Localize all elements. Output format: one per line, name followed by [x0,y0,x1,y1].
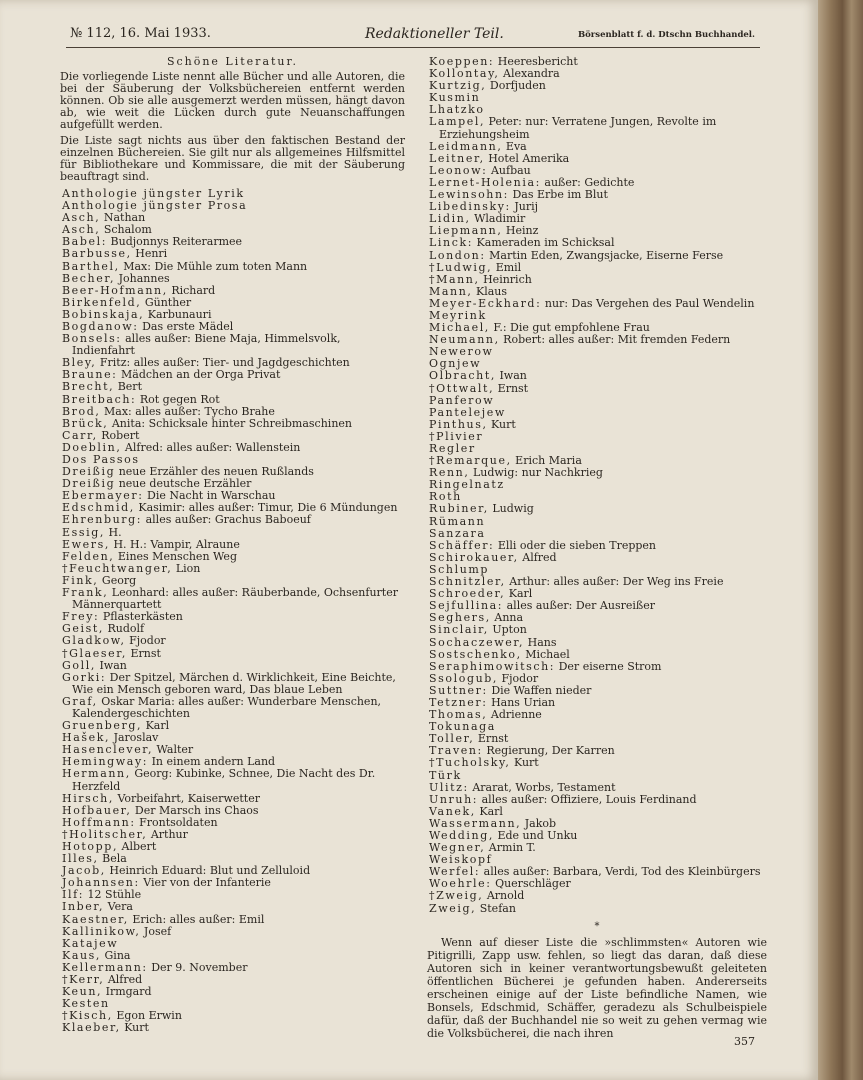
author-name: Seraphimowitsch: [429,659,556,673]
work-titles: Klaus [472,284,508,298]
author-entry [60,696,405,720]
work-titles: Martin Eden, Zwangsjacke, Eiserne Ferse [485,248,724,262]
author-name: Klaeber, [62,1021,121,1035]
author-entry [427,479,767,491]
author-name: Tetzner: [429,695,488,709]
work-titles: Georg: Kubinke, Schnee, Die Nacht des Dr. Herzfeld [72,767,376,793]
author-name: †Kisch, [62,1009,113,1023]
work-titles: alles außer: Barbara, Verdi, Tod des Kleinbürgers [480,865,761,879]
author-name: Regler [429,442,476,455]
intro-paragraph: Die Liste sagt nichts aus über den faktischen Bestand der einzelnen Büchereien. Sie gilt nur als allgemeines Hilfsmittel für Bibliothekare und Kommissare, die mit der Säuberung beauftragt sind. [60,133,405,183]
author-name: Johannsen: [62,876,140,890]
author-name: †Zweig, [429,889,484,903]
work-titles: Kurt [120,1021,149,1035]
author-name: Ssologub, [429,671,499,685]
author-name: Fink, [62,573,99,587]
work-titles: Josef [140,924,172,938]
author-name: Gladkow, [62,634,126,648]
author-name: Graf, [62,694,98,708]
work-titles: Erich: alles außer: Emil [128,912,265,926]
author-name: Vanek, [429,804,476,818]
author-name: Hoffmann: [62,815,136,829]
work-titles: Kurt [510,756,539,770]
work-titles: Leonhard: alles außer: Räuberbande, Ochsenfurter Männerquartett [72,586,398,612]
author-name: Lewinsohn: [429,188,509,202]
work-titles: Johannes [115,271,170,285]
work-titles: Arthur [147,827,188,841]
author-entry [427,431,767,443]
work-titles: Kasimir: alles außer: Timur, Die 6 Mündungen [134,501,398,515]
author-name: Ilf: [62,888,85,902]
author-name: Katajew [62,936,119,950]
work-titles: Alfred: alles außer: Wallenstein [121,440,301,454]
work-titles: Upton [488,623,527,637]
work-titles: Max: Die Mühle zum toten Mann [119,259,308,273]
work-titles: alles außer: Offiziere, Louis Ferdinand [478,792,697,806]
work-titles: Max: alles außer: Tycho Brahe [100,404,275,418]
author-name: Koeppen: [429,55,495,68]
author-name: Libedinsky: [429,200,511,214]
author-name: Ognjew [429,357,482,371]
author-name: Hasenclever, [62,743,154,757]
author-name: †Glaeser, [62,646,127,660]
author-name: Meyer-Eckhard: [429,296,542,310]
author-name: Gruenberg, [62,719,143,733]
work-titles: Karl [505,587,533,601]
author-name: †Kerr, [62,973,105,987]
work-titles: Peter: nur: Verratene Jungen, Revolte im Erziehungsheim [439,115,717,141]
author-name: Kollontay, [429,67,500,81]
author-name: Felden, [62,549,115,563]
work-titles: Iwan [495,369,527,383]
work-titles: Die Waffen nieder [487,683,592,697]
work-titles: Rudolf [103,622,145,636]
work-titles: 12 Stühle [84,888,142,902]
work-titles: nur: Das Vergehen des Paul Wendelin [541,296,755,310]
work-titles: Dorfjuden [486,79,546,93]
author-name: Leidmann, [429,139,503,153]
author-name: Schäffer: [429,538,495,552]
work-titles: Arnold [483,889,525,903]
author-name: Inber, [62,900,105,914]
work-titles: Frontsoldaten [135,815,218,829]
work-titles: Vorbeifahrt, Kaiserwetter [113,791,260,805]
work-titles: neue deutsche Erzähler [115,477,252,491]
work-titles: Aufbau [487,163,531,177]
work-titles: Schalom [100,223,152,237]
work-titles: Oskar Maria: alles außer: Wunderbare Menschen, Kalendergeschichten [72,694,382,720]
work-titles: Karbunauri [144,307,212,321]
issue-date: № 112, 16. Mai 1933. [70,26,211,41]
author-name: Pantelejew [429,405,506,419]
work-titles: Querschläger [491,877,571,891]
work-titles: Eines Menschen Weg [114,549,237,563]
author-name: Roth [429,490,462,504]
author-name: †Feuchtwanger, [62,561,173,575]
work-titles: Ernst [474,732,509,746]
page-number: 357 [734,1034,755,1048]
author-name: Babel: [62,235,108,249]
work-titles: Albert [118,840,157,853]
author-name: Kaus, [62,948,102,962]
author-name: Hemingway: [62,755,149,769]
work-titles: Alfred [104,973,143,987]
closing-paragraph: Wenn auf dieser Liste die »schlimmsten« Autoren wie Pitigrilli, Zapp usw. fehlen, so liegt das daran, daß diese Autoren sich in keiner verantwortungsbewußt geleiteten öffentlichen Bücherei je gefunden haben. Andererseits erscheinen einige auf der Liste befindliche Namen, wie Bonsels, Edschmid, Schäffer, geradezu als Schulbeispiele dafür, daß der Buchhandel nie so weit zu gehen vermag wie die Volksbücherei, die nach ihren [427,935,767,1040]
author-name: Werfel: [429,865,481,879]
author-name: Dos Passos [62,453,140,466]
work-titles: Regierung, Der Karren [482,744,615,758]
book-spine [817,0,863,1080]
author-entry [60,1022,405,1034]
work-titles: Jurij [510,200,539,214]
author-name: Rümann [429,514,486,528]
author-name: Tokunaga [429,720,496,734]
author-name: Jacob, [62,864,106,878]
separator-asterisk: * [594,920,600,932]
author-entry [427,116,767,140]
author-name: Barbusse, [62,247,132,261]
work-titles: Fjodor [125,634,166,648]
author-name: Kesten [62,997,110,1011]
work-titles: Robert: alles außer: Mit fremden Federn [499,333,731,347]
author-name: Leitner, [429,151,485,165]
work-titles: Michael [521,647,570,661]
work-titles: Günther [141,295,192,309]
author-name: Edschmid, [62,501,135,515]
work-titles: Hans [524,635,557,649]
author-name: Sanzara [429,526,486,540]
work-titles: F.: Die gut empfohlene Frau [489,321,650,335]
work-titles: Der Marsch ins Chaos [131,803,259,817]
author-name: Thomas, [429,708,488,722]
journal-title: Börsenblatt f. d. Dtschn Buchhandel. [577,30,755,40]
author-name: Goll, [62,658,96,672]
author-name: †Mann, [429,272,480,286]
work-titles: Der Spitzel, Märchen d. Wirklichkeit, Eine Beichte, Wie ein Mensch geboren ward, Das blaue Leben [72,670,396,696]
author-name: Frank, [62,586,109,600]
work-titles: außer: Gedichte [540,175,635,189]
author-name: Lernet-Holenia: [429,175,541,189]
author-name: Wedding, [429,829,494,842]
work-titles: Heinrich Eduard: Blut und Zelluloid [105,864,311,878]
work-titles: Der 9. November [147,960,248,974]
work-titles: Ararat, Worbs, Testament [468,780,616,794]
work-titles: Erich Maria [511,454,582,468]
author-entry [60,587,405,611]
author-name: Ebermayer: [62,489,144,503]
author-name: Sostschenko, [429,647,522,661]
work-titles: Robert [97,428,140,442]
author-entry [60,672,405,696]
work-titles: Armin T. [485,841,536,855]
work-titles: Kameraden im Schicksal [473,236,615,250]
work-titles: Ludwig: nur Nachkrieg [469,466,603,480]
author-name: Beer-Hofmann, [62,283,168,297]
work-titles: Das erste Mädel [138,319,234,333]
work-titles: Nathan [100,211,146,225]
author-name: Lampel, [429,115,486,129]
work-titles: Ludwig [488,502,534,516]
author-name: Brecht, [62,380,115,394]
author-name: Geist, [62,622,104,636]
header-rule [66,47,760,48]
author-name: Dreißig [62,477,116,491]
author-name: Ringelnatz [429,478,505,492]
work-titles: Lion [172,561,201,575]
author-name: Frey: [62,610,100,624]
author-name: Michael, [429,321,490,335]
author-name: Mann, [429,284,473,298]
author-name: Becher, [62,271,116,285]
author-name: Sochaczewer, [429,635,525,649]
author-name: Brück, [62,416,109,430]
author-name: Bobinskaja, [62,307,145,321]
author-name: †Holitscher, [62,827,148,841]
author-name: Asch, [62,223,101,237]
work-titles: Hotel Amerika [484,151,570,165]
work-titles: Fjodor [498,671,539,685]
work-titles: Budjonnys Reiterarmee [107,235,243,249]
author-name: Linck: [429,236,474,250]
work-titles: Pflasterkästen [99,610,183,624]
author-name: Leonow: [429,163,488,177]
author-name: Hirsch, [62,791,114,805]
work-titles: Die Nacht in Warschau [143,489,276,503]
author-name: Hotopp, [62,840,119,853]
author-name: †Ottwalt, [429,381,495,395]
work-titles: Jakob [521,816,557,830]
work-titles: Richard [167,283,216,297]
author-name: Doeblin, [62,440,122,454]
author-name: Anthologie jüngster Lyrik [62,186,245,200]
work-titles: Das Erbe im Blut [508,188,608,202]
work-titles: Walter [153,743,194,757]
work-titles: Ernst [494,381,529,395]
author-name: Sejfullina: [429,599,504,613]
work-titles: neue Erzähler des neuen Rußlands [115,465,314,479]
author-name: Lhatzko [429,103,485,117]
author-name: Ehrenburg: [62,513,143,527]
author-name: Schnitzler, [429,575,506,589]
work-titles: Anita: Schicksale hinter Schreibmaschinen [108,416,352,430]
author-name: Bogdanow: [62,319,139,333]
work-titles: Karl [142,719,170,733]
author-name: Dreißig [62,465,116,479]
work-titles: Henri [131,247,168,261]
right-column [427,56,767,1048]
author-name: Schirokauer, [429,550,519,564]
work-titles: Ede und Unku [493,829,578,842]
author-name: Meyrink [429,308,487,322]
author-name: Hermann, [62,767,131,781]
author-name: Keun, [62,985,103,999]
author-name: Pinthus, [429,417,488,431]
work-titles: Emil [492,260,522,274]
author-name: Traven: [429,744,483,758]
author-name: Kusmin [429,91,481,105]
author-name: Hofbauer, [62,803,132,817]
author-name: Olbracht, [429,369,496,383]
work-titles: Fritz: alles außer: Tier- und Jagdgeschichten [96,356,350,370]
author-name: Seghers, [429,611,491,625]
author-name: Essig, [62,525,105,539]
author-name: Suttner: [429,683,488,697]
author-name: Bley, [62,356,97,370]
author-name: Gorki: [62,670,107,684]
author-name: Renn, [429,466,470,480]
author-name: Ewers, [62,537,110,551]
author-name: Illes, [62,852,99,866]
work-titles: Stefan [476,901,516,915]
author-name: Türk [429,768,462,782]
work-titles: Wladimir [470,212,526,226]
work-titles: Elli oder die sieben Treppen [494,538,657,552]
author-name: Anthologie jüngster Prosa [62,199,248,213]
work-titles: Irmgard [102,985,152,999]
author-entry [427,903,767,915]
author-name: Weiskopf [429,853,493,867]
author-name: Kurtzig, [429,79,487,93]
work-titles: H. [104,525,122,539]
work-titles: Alexandra [499,67,560,81]
intro-paragraph: Die vorliegende Liste nennt alle Bücher und alle Autoren, die bei der Säuberung der Volksbüchereien entfernt werden können. Ob sie alle ausgemerzt werden müssen, hängt davon ab, wie weit die Lücken durch gute Neuanschaffungen aufgefüllt werden. [60,70,405,132]
author-name: Schlump [429,562,490,576]
author-name: London: [429,248,486,262]
work-titles: Mädchen an der Orga Privat [117,368,281,382]
work-titles: In einem andern Land [148,755,276,769]
author-name: Zweig, [429,901,477,915]
author-name: Woehrle: [429,877,492,891]
author-list-right [427,56,767,915]
author-name: Newerow [429,345,494,359]
work-titles: Hans Urian [487,695,556,709]
work-titles: Rot gegen Rot [136,392,220,406]
work-titles: alles außer: Biene Maja, Himmelsvolk, Indienfahrt [72,332,341,358]
author-name: Kallinikow, [62,924,141,938]
author-name: Neumann, [429,333,500,347]
work-titles: Iwan [95,658,127,672]
work-titles: Gina [101,948,131,962]
author-name: Panferow [429,393,495,407]
work-titles: alles außer: Grachus Baboeuf [142,513,311,527]
author-name: Wassermann, [429,816,522,830]
author-entry [60,986,405,998]
work-titles: alles außer: Der Ausreißer [503,599,655,613]
work-titles: H. H.: Vampir, Alraune [109,537,240,551]
left-column [60,56,405,1035]
author-name: Ulitz: [429,780,469,794]
author-name: Wegner, [429,841,486,855]
author-name: †Ludwig, [429,260,493,274]
author-entry [427,757,767,769]
author-name: Carr, [62,428,98,442]
author-name: Unruh: [429,792,479,806]
page-header [70,26,755,46]
author-name: Kellermann: [62,960,148,974]
author-name: Sinclair, [429,623,489,637]
section-title: Schöne Literatur. [166,55,299,68]
author-name: Bonsels: [62,332,122,346]
author-list-left [60,188,405,1035]
author-name: Barthel, [62,259,120,273]
work-titles: Bela [98,852,127,866]
author-name: Birkenfeld, [62,295,142,309]
work-titles: Ernst [126,646,161,660]
work-titles: Der eiserne Strom [555,659,662,673]
author-name: Kaestner, [62,912,129,926]
work-titles: Kurt [487,417,516,431]
author-name: Toller, [429,732,475,746]
work-titles: Arthur: alles außer: Der Weg ins Freie [505,575,724,589]
work-titles: Heinrich [479,272,532,286]
author-entry [60,768,405,792]
author-name: Breitbach: [62,392,137,406]
work-titles: Georg [98,573,137,587]
work-titles: Heeresbericht [494,55,578,68]
work-titles: Heinz [502,224,539,238]
author-name: †Plivier [429,429,484,443]
work-titles: Adrienne [487,708,542,722]
author-name: Rubiner, [429,502,489,516]
work-titles: Bert [114,380,142,394]
work-titles: Alfred [518,550,557,564]
author-name: †Remarque, [429,454,512,468]
author-name: Brod, [62,404,101,418]
author-name: Schroeder, [429,587,506,601]
work-titles: Anna [490,611,524,625]
author-name: †Tucholsky, [429,756,511,770]
work-titles: Jaroslav [110,731,159,745]
work-titles: Vier von der Infanterie [139,876,271,890]
author-name: Lidin, [429,212,471,226]
author-name: Liepmann, [429,224,503,238]
work-titles: Vera [104,900,133,914]
author-entry [60,333,405,357]
work-titles: Eva [502,139,527,153]
author-name: Braune: [62,368,118,382]
author-name: Hašek, [62,731,111,745]
section-heading: Redaktioneller Teil. [365,26,504,42]
author-name: Asch, [62,211,101,225]
work-titles: Karl [475,804,503,818]
work-titles: Egon Erwin [112,1009,182,1023]
